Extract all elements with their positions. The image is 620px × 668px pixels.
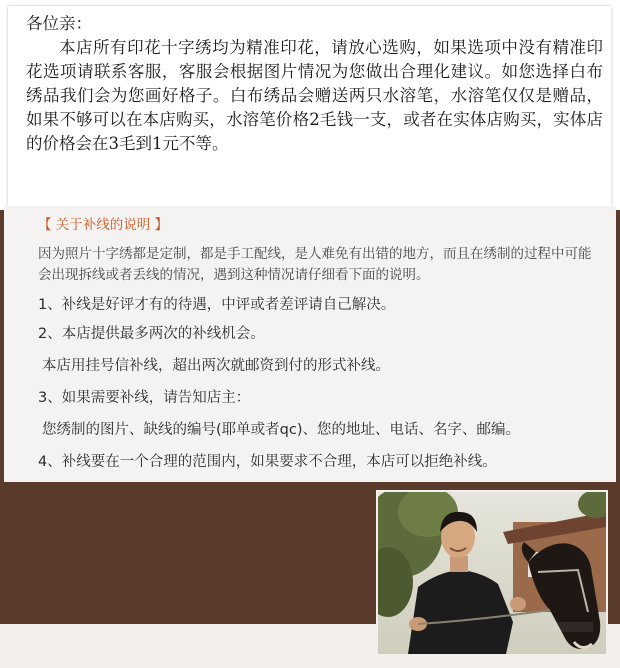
panel-intro: 因为照片十字绣都是定制，都是手工配线，是人难免有出错的地方，而且在绣制的过程中可能会出现拆线或者丢线的情况，遇到这种情况请仔细看下面的说明。 (38, 246, 592, 283)
notice-greeting: 各位亲： (26, 14, 92, 33)
rule-3: 3、如果需要补线，请告知店主： (38, 390, 251, 406)
notice-body: 本店所有印花十字绣均为精准印花，请放心选购，如果选项中没有精准印花选项请联系客服，客服会根据图片情况为您做出合理化建议。如您选择白布绣品我们会为您画好格子。白布绣品会赠送两只水溶笔，水溶笔仅仅是赠品，如果不够可以在本店购买，水溶笔价格2毛钱一支，或者在实体店购买，实体店的价格会在3毛到1元不等。 (26, 38, 603, 153)
shop-notice-card (8, 6, 611, 206)
rule-1: 1、补线是好评才有的待遇，中评或者差评请自己解决。 (38, 297, 396, 313)
rule-4: 4、补线要在一个合理的范围内，如果要求不合理，本店可以拒绝补线。 (38, 454, 497, 470)
rule-2-detail: 本店用挂号信补线，超出两次就邮资到付的形式补线。 (42, 358, 390, 374)
panel-heading: 【 关于补线的说明 】 (38, 217, 169, 233)
product-photo (376, 490, 608, 656)
thread-replenish-panel (4, 206, 616, 482)
rule-2: 2、本店提供最多两次的补线机会。 (38, 326, 265, 342)
rule-3-detail: 您绣制的图片、缺线的编号(耶单或者qc)、您的地址、电话、名字、邮编。 (42, 422, 520, 438)
man-with-horse-photo-icon (378, 492, 606, 654)
